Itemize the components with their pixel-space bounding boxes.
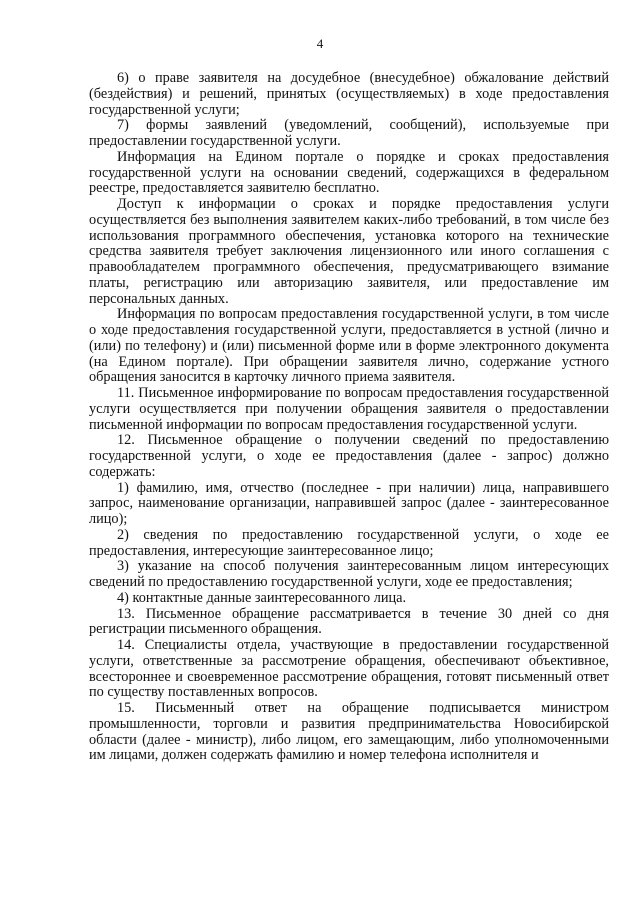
paragraph-item-7-application-forms: 7) формы заявлений (уведомлений, сообщений), используемые при предоставлении государственной услуги. [89, 117, 609, 149]
paragraph-clause-12-item-3: 3) указание на способ получения заинтересованным лицом интересующих сведений по предоставлению государственной услуги, ходе ее предоставления; [89, 558, 609, 590]
paragraph-clause-12-item-4: 4) контактные данные заинтересованного лица. [117, 589, 407, 606]
paragraph-unified-portal-info: Информация на Едином портале о порядке и сроках предоставления государственной услуги на основании сведений, содержащихся в федеральном реестре, предоставляется заявителю бесплатно. [89, 148, 609, 197]
paragraph-clause-13: 13. Письменное обращение рассматривается в течение 30 дней со дня регистрации письменного обращения. [89, 605, 609, 638]
paragraph-clause-11: 11. Письменное информирование по вопросам предоставления государственной услуги осуществляется при получении обращения заявителя о предоставлении письменной информации по вопросам предоставления государственной услуги. [89, 385, 609, 433]
paragraph-clause-12: 12. Письменное обращение о получении сведений по предоставлению государственной услуги, о ходе ее предоставления (далее - запрос) должно содержать: [89, 432, 609, 480]
paragraph-clause-15: 15. Письменный ответ на обращение подписывается министром промышленности, торговли и развития предпринимательства Новосибирской области (далее - министр), либо лицом, его замещающим, либо уполномоченными им лицами, должен содержать фамилию и номер телефона исполнителя и [89, 700, 609, 764]
paragraph-clause-14: 14. Специалисты отдела, участвующие в предоставлении государственной услуги, ответственные за рассмотрение обращения, обеспечивают объективное, всестороннее и своевременное рассмотрение обращения, готовят письменный ответ по существу поставленных вопросов. [89, 637, 609, 701]
paragraph-item-6-appeal-rights: 6) о праве заявителя на досудебное (внесудебное) обжалование действий (бездействия) и решений, принятых (осуществляемых) в ходе предоставления государственной услуги; [89, 70, 609, 118]
paragraph-access-to-information: Доступ к информации о сроках и порядке предоставления услуги осуществляется без выполнения заявителем каких-либо требований, в том числе без использования программного обеспечения, установка которого на технические средства заявителя требует заключения лицензионного или иного соглашения с правообладателем программного обеспечения, предусматривающего взимание платы, регистрацию или авторизацию заявителя, или предоставление им персональных данных. [89, 196, 609, 307]
page-number: 4 [316, 36, 324, 51]
paragraph-clause-12-item-2: 2) сведения по предоставлению государственной услуги, о ходе ее предоставления, интересующие заинтересованное лицо; [89, 526, 609, 559]
document-body [89, 71, 609, 764]
paragraph-information-forms: Информация по вопросам предоставления государственной услуги, в том числе о ходе предоставления государственной услуги, предоставляется в устной (лично и (или) по телефону) и (или) письменной форме или в форме электронного документа (на Едином портале). При обращении заявителя лично, содержание устного обращения заносится в карточку личного приема заявителя. [89, 306, 609, 386]
paragraph-clause-12-item-1: 1) фамилию, имя, отчество (последнее - при наличии) лица, направившего запрос, наименование организации, направившей запрос (далее - заинтересованное лицо); [89, 479, 609, 527]
